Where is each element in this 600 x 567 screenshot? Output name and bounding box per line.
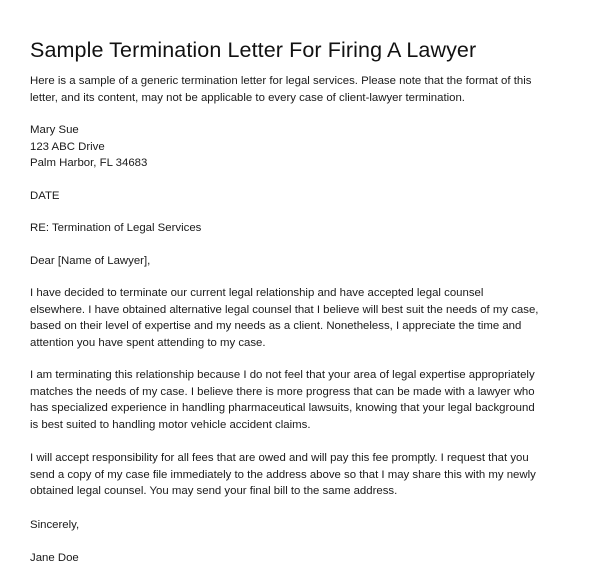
- intro-paragraph: [30, 73, 590, 106]
- salutation: Dear [Name of Lawyer],: [30, 254, 151, 267]
- sender-street: 123 ABC Drive: [30, 140, 105, 153]
- body-paragraph-1: [30, 285, 590, 351]
- closing: Sincerely,: [30, 518, 80, 531]
- body-line: I will accept responsibility for all fees that are owed and will pay this fee promptly. I request that you: [30, 452, 529, 464]
- body-line: I am terminating this relationship because I do not feel that your area of legal expertise appropriately: [30, 369, 535, 381]
- intro-line: Here is a sample of a generic termination letter for legal services. Please note that the format of this: [30, 75, 532, 87]
- page-title: Sample Termination Letter For Firing A Lawyer: [30, 38, 477, 62]
- signature-name: Jane Doe: [30, 552, 79, 564]
- body-line: obtained legal counsel. You may send your final bill to the same address.: [30, 485, 398, 497]
- sender-city-state-zip: Palm Harbor, FL 34683: [30, 157, 148, 169]
- body-line: based on their level of expertise and my needs as a client. Nonetheless, I appreciate the time and: [30, 320, 522, 332]
- letter-document: [30, 36, 590, 567]
- body-line: matches the needs of my case. I believe there is more progress that can be made with a lawyer who: [30, 385, 535, 398]
- body-line: elsewhere. I have obtained alternative legal counsel that I believe will best suit the needs of my case,: [30, 303, 539, 316]
- body-line: has specialized experience in handling pharmaceutical lawsuits, knowing that your legal background: [30, 402, 535, 414]
- subject-line: RE: Termination of Legal Services: [30, 222, 202, 234]
- body-paragraph-2: [30, 367, 590, 433]
- sender-name: Mary Sue: [30, 124, 79, 136]
- letter-date: DATE: [30, 189, 60, 202]
- body-line: is best suited to handling motor vehicle accident claims.: [30, 418, 311, 431]
- body-paragraph-3: [30, 450, 590, 500]
- body-line: send a copy of my case file immediately to the address above so that I may share this with my newly: [30, 468, 536, 481]
- sender-address: [30, 122, 590, 172]
- body-line: attention you have spent attending to my case.: [30, 336, 266, 349]
- intro-line: letter, and its content, may not be applicable to every case of client-lawyer termination.: [30, 91, 465, 104]
- body-line: I have decided to terminate our current legal relationship and have accepted legal counsel: [30, 287, 484, 299]
